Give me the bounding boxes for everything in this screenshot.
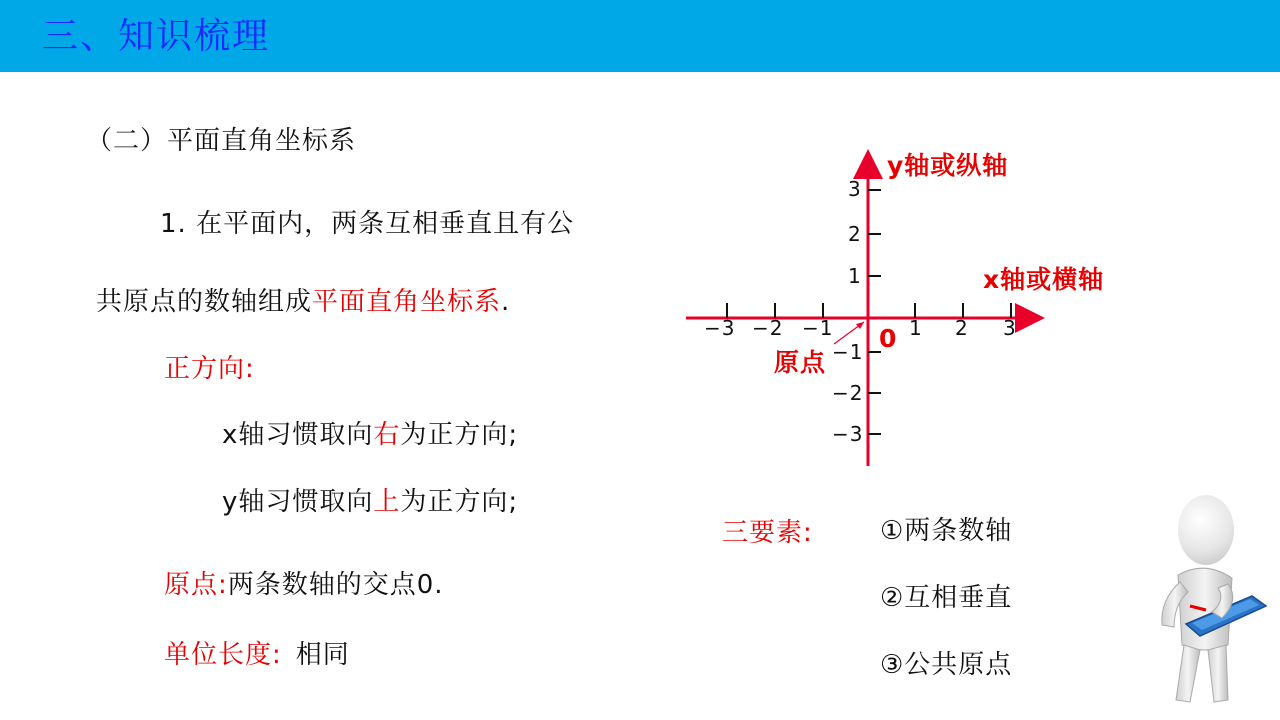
positive-direction-label: 正方向: (164, 354, 255, 384)
origin-text: 两条数轴的交点0. (227, 570, 444, 600)
y-tick-label: 2 (848, 222, 862, 246)
x-tick-label: −2 (752, 316, 784, 340)
y-tick-label: 3 (848, 177, 862, 201)
page-title: 三、知识梳理 (42, 16, 271, 57)
y-tick-label: −2 (832, 381, 864, 405)
y-tick-label: −1 (832, 340, 864, 364)
x-rule-text: x轴习惯取向 (222, 420, 374, 450)
y-axis-label: y轴或纵轴 (887, 151, 1009, 180)
y-tick-label: 1 (848, 264, 862, 288)
element-item-2: ②互相垂直 (880, 583, 1013, 613)
element-item-3: ③公共原点 (880, 650, 1013, 680)
y-tick-label: −3 (832, 422, 864, 446)
x-tick-label: −3 (704, 316, 736, 340)
x-rule-direction: 右 (373, 420, 401, 450)
x-tick-label: 1 (909, 316, 923, 340)
origin-label: 原点: (164, 570, 228, 600)
y-rule-direction: 上 (373, 487, 401, 517)
three-elements-label: 三要素: (722, 518, 813, 548)
y-rule-text: y轴习惯取向 (222, 487, 374, 517)
definition-period: . (501, 287, 511, 317)
x-tick-label: 3 (1003, 316, 1017, 340)
element-item-1: ①两条数轴 (880, 516, 1013, 546)
x-tick-label: 2 (955, 316, 969, 340)
y-rule-suffix: 为正方向; (400, 487, 519, 517)
unit-text: 相同 (295, 640, 350, 670)
x-axis-label: x轴或横轴 (983, 265, 1105, 294)
definition-text: 共原点的数轴组成 (96, 287, 313, 317)
unit-label: 单位长度: (164, 640, 282, 670)
definition-line-1: 1. 在平面内，两条互相垂直且有公 (160, 209, 575, 239)
x-rule-suffix: 为正方向; (400, 420, 519, 450)
x-tick-label: −1 (802, 316, 834, 340)
origin-callout-label: 原点 (774, 348, 827, 377)
definition-term: 平面直角坐标系 (312, 287, 502, 317)
origin-zero-label: 0 (879, 324, 898, 353)
section-title: （二）平面直角坐标系 (86, 126, 357, 156)
